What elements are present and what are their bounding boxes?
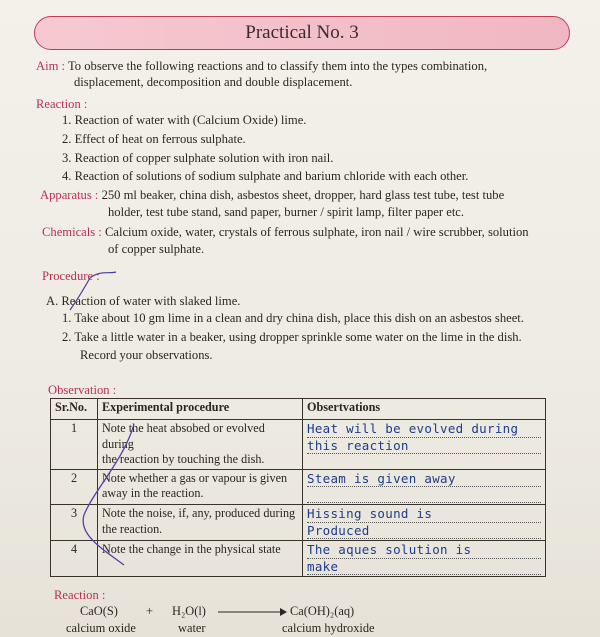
aim-text-1: To observe the following reactions and to classify them into the types combination, <box>67 59 488 73</box>
aim-line-1 <box>36 58 487 74</box>
observation-label: Observation : <box>48 383 117 397</box>
observation-cell <box>303 420 546 470</box>
procedure-line: the reaction by touching the dish. <box>102 452 265 466</box>
handwritten-observation: Steam is given away <box>307 471 541 488</box>
handwritten-observation: Hissing sound is <box>307 506 541 523</box>
equation-label: Reaction : <box>54 588 106 602</box>
name-calcium-hydroxide: calcium hydroxide <box>282 621 375 635</box>
chemicals-label: Chemicals : <box>42 225 102 239</box>
reaction-item-2: 2. Effect of heat on ferrous sulphate. <box>62 132 246 146</box>
reaction-heading: Reaction : <box>36 97 88 111</box>
plus-sign: + <box>146 604 153 618</box>
observation-cell <box>303 469 546 505</box>
row-number: 4 <box>51 541 98 577</box>
header-procedure: Experimental procedure <box>98 399 303 420</box>
row-number: 3 <box>51 505 98 541</box>
reaction-arrow-icon <box>216 606 288 618</box>
procedure-line: Note whether a gas or vapour is given <box>102 470 288 485</box>
chemicals-line-1 <box>42 224 529 240</box>
observation-cell <box>303 541 546 577</box>
procedure-label: Procedure : <box>42 269 100 283</box>
apparatus-label: Apparatus : <box>40 188 99 202</box>
header-observations: Obsertvations <box>303 399 546 420</box>
apparatus-text-2: holder, test tube stand, sand paper, burner / spirit lamp, filter paper etc. <box>108 205 465 219</box>
procedure-line: the reaction. <box>102 521 163 536</box>
procedure-line: Note the heat absobed or evolved during <box>102 421 265 451</box>
reaction-item-3: 3. Reaction of copper sulphate solution with iron nail. <box>62 151 334 165</box>
procedure-line: Note the change in the physical state <box>102 542 281 556</box>
row-number: 1 <box>51 420 98 470</box>
step-2: 2. Take a little water in a beaker, using dropper sprinkle some water on the lime in the dish. <box>62 330 522 344</box>
title-banner <box>34 16 570 50</box>
handwritten-observation <box>307 487 541 503</box>
reactant-cao: CaO(S) <box>80 604 118 618</box>
apparatus-text-1: 250 ml beaker, china dish, asbestos sheet, dropper, hard glass test tube, test tube <box>101 188 505 202</box>
row-number: 2 <box>51 469 98 505</box>
name-water: water <box>178 621 206 635</box>
section-a-heading: A. Reaction of water with slaked lime. <box>46 294 241 308</box>
step-1: 1. Take about 10 gm lime in a clean and dry china dish, place this dish on an asbestos sheet. <box>62 311 524 325</box>
chemicals-text-2: of copper sulphate. <box>108 242 205 256</box>
reaction-item-1: 1. Reaction of water with (Calcium Oxide) lime. <box>62 113 307 127</box>
handwritten-observation: this reaction <box>307 438 541 455</box>
header-sr-no: Sr.No. <box>51 399 98 420</box>
page-title: Practical No. 3 <box>245 22 359 43</box>
reaction-item-4: 4. Reaction of solutions of sodium sulphate and barium chloride with each other. <box>62 169 469 183</box>
aim-label: Aim : <box>36 59 66 73</box>
table-header-row <box>51 399 546 420</box>
step-2-continued: Record your observations. <box>80 348 213 362</box>
handwritten-observation: Heat will be evolved during <box>307 421 541 438</box>
name-calcium-oxide: calcium oxide <box>66 621 136 635</box>
procedure-line: away in the reaction. <box>102 486 204 500</box>
chemicals-text-1: Calcium oxide, water, crystals of ferrous sulphate, iron nail / wire scrubber, solution <box>104 225 529 239</box>
observation-cell <box>303 505 546 541</box>
aim-text-2: displacement, decomposition and double displacement. <box>74 75 353 89</box>
product-calcium-hydroxide: Ca(OH)₂(aq) <box>290 604 355 618</box>
reactant-water: H₂O(l) <box>172 604 206 618</box>
handwritten-observation: make <box>307 559 541 576</box>
handwritten-observation: Produced <box>307 523 541 540</box>
pen-scribble-icon <box>60 266 140 326</box>
handwritten-observation: The aques solution is <box>307 542 541 559</box>
apparatus-line-1 <box>40 187 504 203</box>
pen-stroke-icon <box>64 420 144 570</box>
procedure-line: Note the noise, if, any, produced during <box>102 506 296 520</box>
